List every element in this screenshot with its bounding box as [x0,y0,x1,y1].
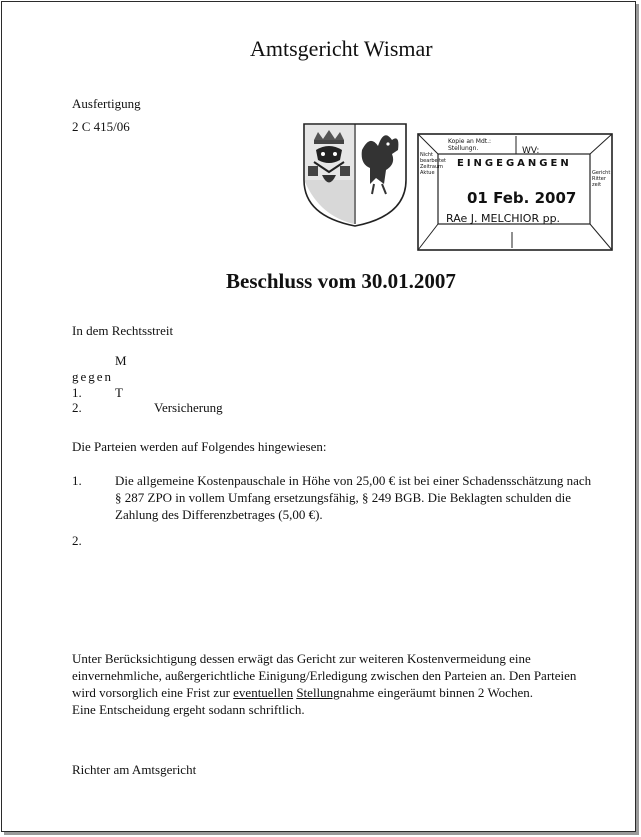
plaintiff-initial: M [115,353,127,368]
stamp-date: 01 Feb. 2007 [467,189,577,207]
stamp-received: EINGEGANGEN [457,158,572,169]
intro-text: In dem Rechtsstreit [72,323,174,338]
notice-text: Die Parteien werden auf Folgendes hingewiesen: [72,439,327,454]
stamp-copy-label: Kopie an Mdt.: Stellungn. [448,138,492,152]
document-type: Ausfertigung [72,96,141,111]
defendant2-number: 2. [72,400,82,415]
closing-paragraph: Unter Berücksichtigung dessen erwägt das Gericht zur weiteren Kostenvermeidung eine einvernehmliche, außergerichtliche Einigung/Erledigung zwischen den Parteien an. Den Parteien wird vorsorglich eine Frist zur eventuellen Stellungnahme eingeräumt binnen 2 Wochen. Eine Entscheidung ergeht sodann schriftlich. [72,651,577,717]
case-number: 2 C 415/06 [72,119,130,134]
court-name: Amtsgericht Wismar [250,36,433,61]
stamp-right-column: Gericht Ritter zeit [592,170,611,188]
stamp-wv-label: WV: [522,146,540,156]
defendant1-initial: T [115,385,123,400]
defendant2-name: Versicherung [154,400,223,415]
point-number: 2. [72,533,82,548]
stamp-left-column: Nicht bearbeitet Zeitraum Aktue [420,152,447,176]
signature-line: Richter am Amtsgericht [72,762,197,777]
versus-text: gegen [72,369,114,384]
point-number: 1. [72,473,82,488]
document-page [1,1,636,832]
coat-of-arms-icon [300,120,410,228]
point-text: Die allgemeine Kostenpauschale in Höhe von 25,00 € ist bei einer Schadensschätzung nach § 287 ZPO in vollem Umfang ersetzungsfähig, § 249 BGB. Die Beklagten schulden die Zahlung des Differenzbetrages (5,00 €). [115,473,592,522]
defendant1-number: 1. [72,385,82,400]
stamp-firm: RAe J. MELCHIOR pp. [446,212,561,225]
decision-title: Beschluss vom 30.01.2007 [226,269,456,293]
